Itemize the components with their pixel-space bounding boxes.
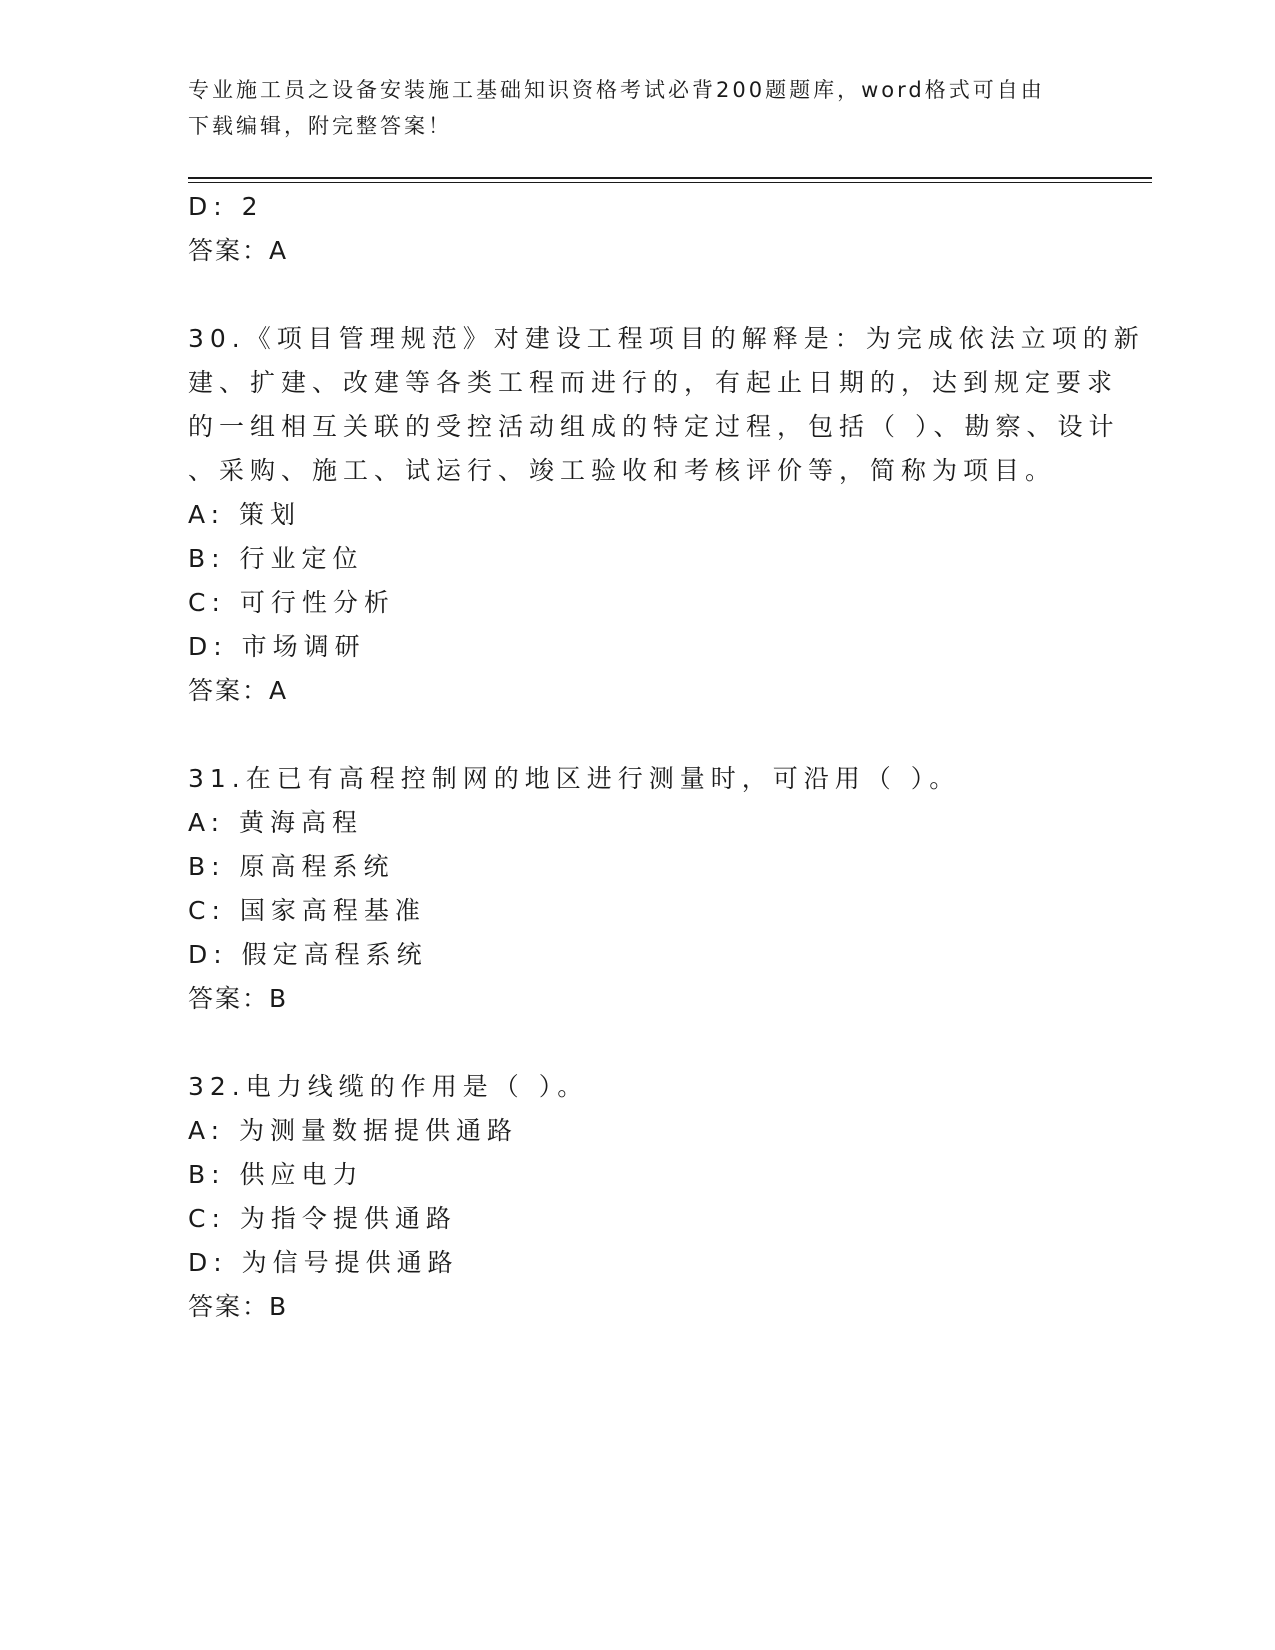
option-line: B: 供应电力 bbox=[188, 1160, 364, 1189]
option-line: C: 可行性分析 bbox=[188, 588, 395, 617]
option-line: D: 假定高程系统 bbox=[188, 940, 428, 969]
question-stem-line: 建、扩建、改建等各类工程而进行的，有起止日期的，达到规定要求 bbox=[188, 368, 1119, 397]
option-line: B: 原高程系统 bbox=[188, 852, 395, 881]
option-line: D: 为信号提供通路 bbox=[188, 1248, 459, 1277]
answer-line: 答案：B bbox=[188, 1292, 289, 1321]
option-line: A: 黄海高程 bbox=[188, 808, 364, 837]
option-line: C: 国家高程基准 bbox=[188, 896, 426, 925]
option-line: D: 市场调研 bbox=[188, 632, 366, 661]
question-stem-line: 32.电力线缆的作用是（ ）。 bbox=[188, 1072, 589, 1101]
option-line: A: 为测量数据提供通路 bbox=[188, 1116, 519, 1145]
answer-line: 答案：A bbox=[188, 236, 289, 265]
header-line: 下载编辑，附完整答案！ bbox=[188, 114, 452, 138]
header-divider bbox=[188, 177, 1152, 179]
option-line: A: 策划 bbox=[188, 500, 302, 529]
header-line: 专业施工员之设备安装施工基础知识资格考试必背200题题库，word格式可自由 bbox=[188, 78, 1045, 102]
option-line: B: 行业定位 bbox=[188, 544, 364, 573]
question-stem-line: 30.《项目管理规范》对建设工程项目的解释是：为完成依法立项的新 bbox=[188, 324, 1145, 353]
header-divider bbox=[188, 182, 1152, 183]
option-line: C: 为指令提供通路 bbox=[188, 1204, 457, 1233]
option-line: D: 2 bbox=[188, 192, 264, 221]
answer-line: 答案：A bbox=[188, 676, 289, 705]
answer-line: 答案：B bbox=[188, 984, 289, 1013]
question-stem-line: 31.在已有高程控制网的地区进行测量时，可沿用（ ）。 bbox=[188, 764, 961, 793]
question-stem-line: 的一组相互关联的受控活动组成的特定过程，包括（ ）、勘察、设计 bbox=[188, 412, 1120, 441]
document-header bbox=[188, 72, 1088, 144]
question-stem-line: 、采购、施工、试运行、竣工验收和考核评价等，简称为项目。 bbox=[188, 456, 1057, 485]
